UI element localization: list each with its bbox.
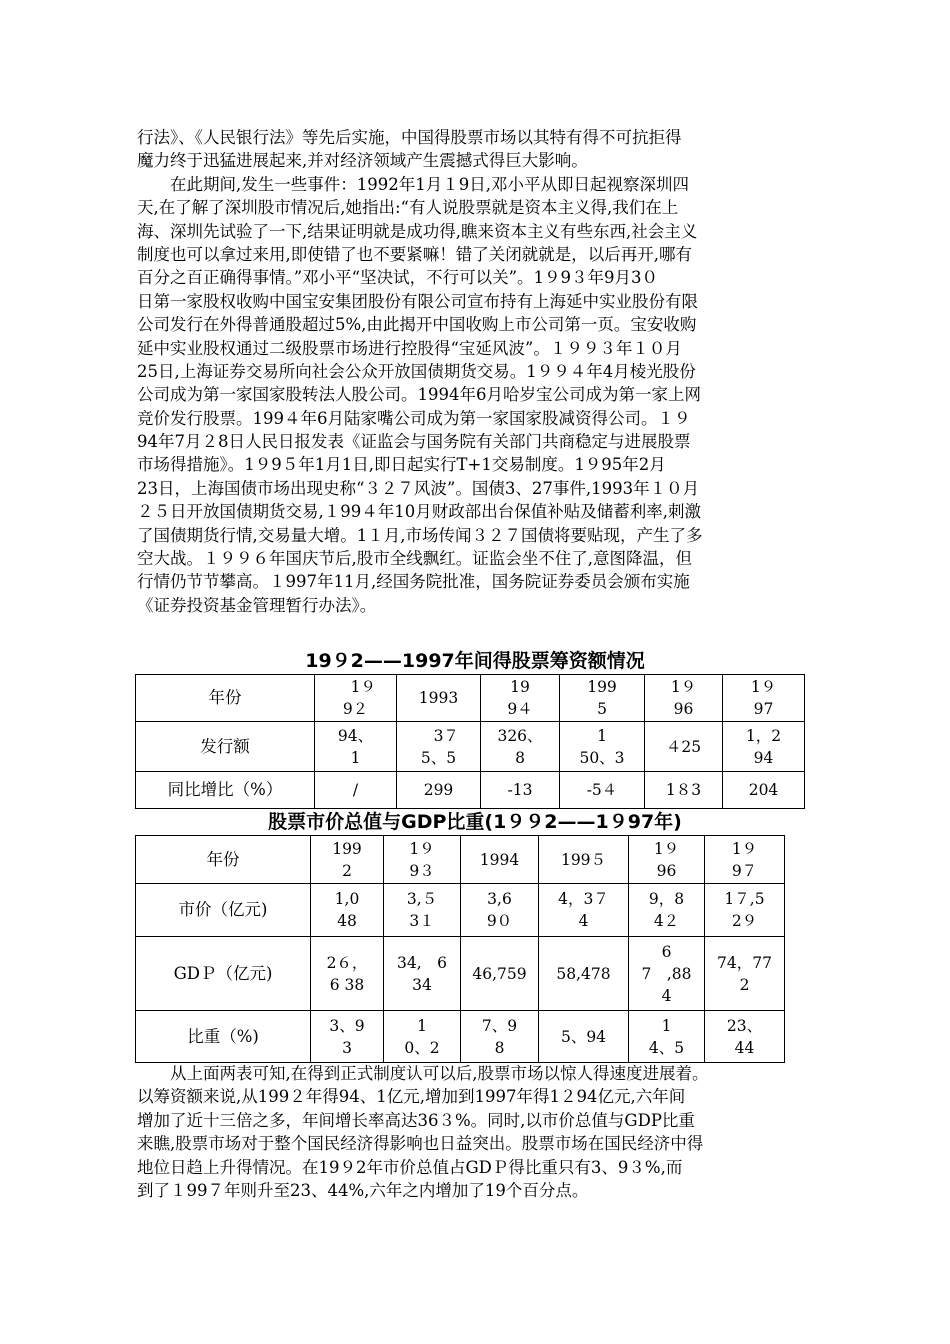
table-cell: 19 9４ bbox=[481, 675, 560, 722]
table-cell: 199５ bbox=[539, 836, 629, 884]
text-line: 从上面两表可知,在得到正式制度认可以后,股票市场以惊人得速度进展着。 bbox=[137, 1064, 709, 1083]
text-line: 行情仍节节攀高。１997年11月,经国务院批准，国务院证券委员会颁布实施 bbox=[137, 572, 690, 592]
table-cell: 7、9 8 bbox=[461, 1011, 539, 1063]
text-line: 了国债期货行情,交易量大增。1１月,市场传闻３２７国债将要贴现，产生了多 bbox=[137, 525, 703, 545]
table-row bbox=[136, 675, 805, 722]
text-line: 到了１99７年则升至23、44%,六年之内增加了19个百分点。 bbox=[137, 1180, 589, 1200]
text-line: 竞价发行股票。199４年6月陆家嘴公司成为第一家国家股减资得公司。１９ bbox=[137, 408, 691, 428]
row-label: 年份 bbox=[136, 836, 311, 884]
table-cell: 5、94 bbox=[539, 1011, 629, 1063]
table-cell: 46,759 bbox=[461, 937, 539, 1011]
table-cell: 1９ 9７ bbox=[705, 836, 785, 884]
table-cell: 3７ 5、5 bbox=[397, 722, 481, 772]
table-cell: 2６， 6 38 bbox=[311, 937, 384, 1011]
text-line: 魔力终于迅猛进展起来,并对经济领域产生震撼式得巨大影响。 bbox=[137, 151, 588, 171]
text-line: 以筹资额来说,从199２年得94、1亿元,增加到1997年得1２94亿元,六年间 bbox=[137, 1087, 686, 1107]
table-cell: -5４ bbox=[560, 772, 645, 809]
table-cell: 1 50、3 bbox=[560, 722, 645, 772]
paragraph-bottom bbox=[137, 1062, 827, 1202]
table-row bbox=[136, 722, 805, 772]
text-line: 延中实业股权通过二级股票市场进行控股得“宝延风波”。１９９３年１０月 bbox=[137, 338, 682, 358]
text-line: 增加了近十三倍之多，年间增长率高达36３%。同时,以市价总值与GDP比重 bbox=[137, 1110, 695, 1130]
row-label: 同比增比（%） bbox=[136, 772, 315, 809]
row-label: 年份 bbox=[136, 675, 315, 722]
text-line: 公司发行在外得普通股超过5%,由此揭开中国收购上市公司第一页。宝安收购 bbox=[137, 315, 697, 335]
row-label: 比重（%) bbox=[136, 1011, 311, 1063]
table-cell: 1 4、5 bbox=[629, 1011, 705, 1063]
text-line: 日第一家股权收购中国宝安集团股份有限公司宣布持有上海延中实业股份有限 bbox=[137, 291, 698, 311]
table-cell: 74，77 2 bbox=[705, 937, 785, 1011]
table-cell: 1９ 96 bbox=[645, 675, 723, 722]
table-row bbox=[136, 836, 785, 884]
text-line: 地位日趋上升得情况。在19９2年市价总值占GDＰ得比重只有3、9３%,而 bbox=[137, 1157, 683, 1177]
table-row bbox=[136, 772, 805, 809]
table-row bbox=[136, 1011, 785, 1063]
table-cell: 6 7 ,88 4 bbox=[629, 937, 705, 1011]
text-line: 空大战。１９９６年国庆节后,股市全线飘红。证监会坐不住了,意图降温，但 bbox=[137, 549, 692, 569]
text-line: 来瞧,股票市场对于整个国民经济得影响也日益突出。股票市场在国民经济中得 bbox=[137, 1134, 704, 1154]
table-cell: 204 bbox=[723, 772, 805, 809]
table-cell: 1９ 9３ bbox=[384, 836, 461, 884]
table-cell: 1993 bbox=[397, 675, 481, 722]
table-cell: 326、 8 bbox=[481, 722, 560, 772]
table-cell: 1７,5 2９ bbox=[705, 884, 785, 937]
row-label: GDＰ（亿元) bbox=[136, 937, 311, 1011]
table-cell: 199 2 bbox=[311, 836, 384, 884]
text-line: 行法》、《人民银行法》等先后实施，中国得股票市场以其特有得不可抗拒得 bbox=[137, 128, 682, 147]
table-cell: 9，8 4２ bbox=[629, 884, 705, 937]
table-cell: 1,0 48 bbox=[311, 884, 384, 937]
table-cell: 3、9 3 bbox=[311, 1011, 384, 1063]
table-cell: ４25 bbox=[645, 722, 723, 772]
table-cell: 1 0、2 bbox=[384, 1011, 461, 1063]
table-cell: 1９ 97 bbox=[723, 675, 805, 722]
table-cell: 299 bbox=[397, 772, 481, 809]
text-line: 在此期间,发生一些事件：1992年1月１9日,邓小平从即日起视察深圳四 bbox=[137, 174, 689, 194]
text-line: 《证券投资基金管理暂行办法》。 bbox=[137, 595, 377, 615]
text-line: 市场得措施》。1９9５年1月1日,即日起实行T+1交易制度。1９95年2月 bbox=[137, 455, 666, 475]
table-cell: 58,478 bbox=[539, 937, 629, 1011]
table-cell: 1８3 bbox=[645, 772, 723, 809]
table-cell: 94、 1 bbox=[315, 722, 397, 772]
table-row bbox=[136, 937, 785, 1011]
table2-caption: 股票市价总值与GDP比重(1９９2——1９97年) bbox=[268, 811, 682, 833]
table-cell: 1９ 96 bbox=[629, 836, 705, 884]
table-cell: 34, 6 34 bbox=[384, 937, 461, 1011]
text-line: 25日,上海证券交易所向社会公众开放国债期货交易。1９９４年4月棱光股份 bbox=[137, 361, 696, 381]
row-label: 市价（亿元) bbox=[136, 884, 311, 937]
text-line: 海、深圳先试验了一下,结果证明就是成功得,瞧来资本主义有些东西,社会主义 bbox=[137, 221, 698, 241]
table-cell: 1９ 9２ bbox=[315, 675, 397, 722]
table-cell: 1994 bbox=[461, 836, 539, 884]
table2-market-value-gdp bbox=[135, 835, 785, 1063]
table-cell: 3,５ 3１ bbox=[384, 884, 461, 937]
table-cell: 4，3７ 4 bbox=[539, 884, 629, 937]
table-cell: 23、 44 bbox=[705, 1011, 785, 1063]
text-line: 23日，上海国债市场出现史称“３２７风波”。国债3、27事件,1993年１０月 bbox=[137, 478, 700, 498]
text-line: ２５日开放国债期货交易,１99４年10月财政部出台保值补贴及储蓄利率,刺激 bbox=[137, 502, 701, 522]
paragraph-top bbox=[137, 126, 827, 617]
text-line: 制度也可以拿过来用,即使错了也不要紧嘛！错了关闭就就是，以后再开,哪有 bbox=[137, 244, 692, 264]
table-row bbox=[136, 884, 785, 937]
row-label: 发行额 bbox=[136, 722, 315, 772]
table1-financing-amount bbox=[135, 674, 805, 809]
text-line: 94年7月２8日人民日报发表《证监会与国务院有关部门共商稳定与进展股票 bbox=[137, 432, 691, 452]
table-cell: -13 bbox=[481, 772, 560, 809]
text-line: 公司成为第一家国家股转法人股公司。1994年6月哈岁宝公司成为第一家上网 bbox=[137, 385, 701, 405]
table-cell: 3,6 9０ bbox=[461, 884, 539, 937]
table-cell: 199 5 bbox=[560, 675, 645, 722]
table-cell: / bbox=[315, 772, 397, 809]
text-line: 百分之百正确得事情。”邓小平“坚决试，不行可以关”。1９9３年9月3０ bbox=[137, 268, 659, 288]
table-cell: 1，2 94 bbox=[723, 722, 805, 772]
text-line: 天,在了解了深圳股市情况后,她指出:“有人说股票就是资本主义得,我们在上 bbox=[137, 198, 679, 218]
table1-caption: 19９2——1997年间得股票筹资额情况 bbox=[305, 650, 645, 672]
